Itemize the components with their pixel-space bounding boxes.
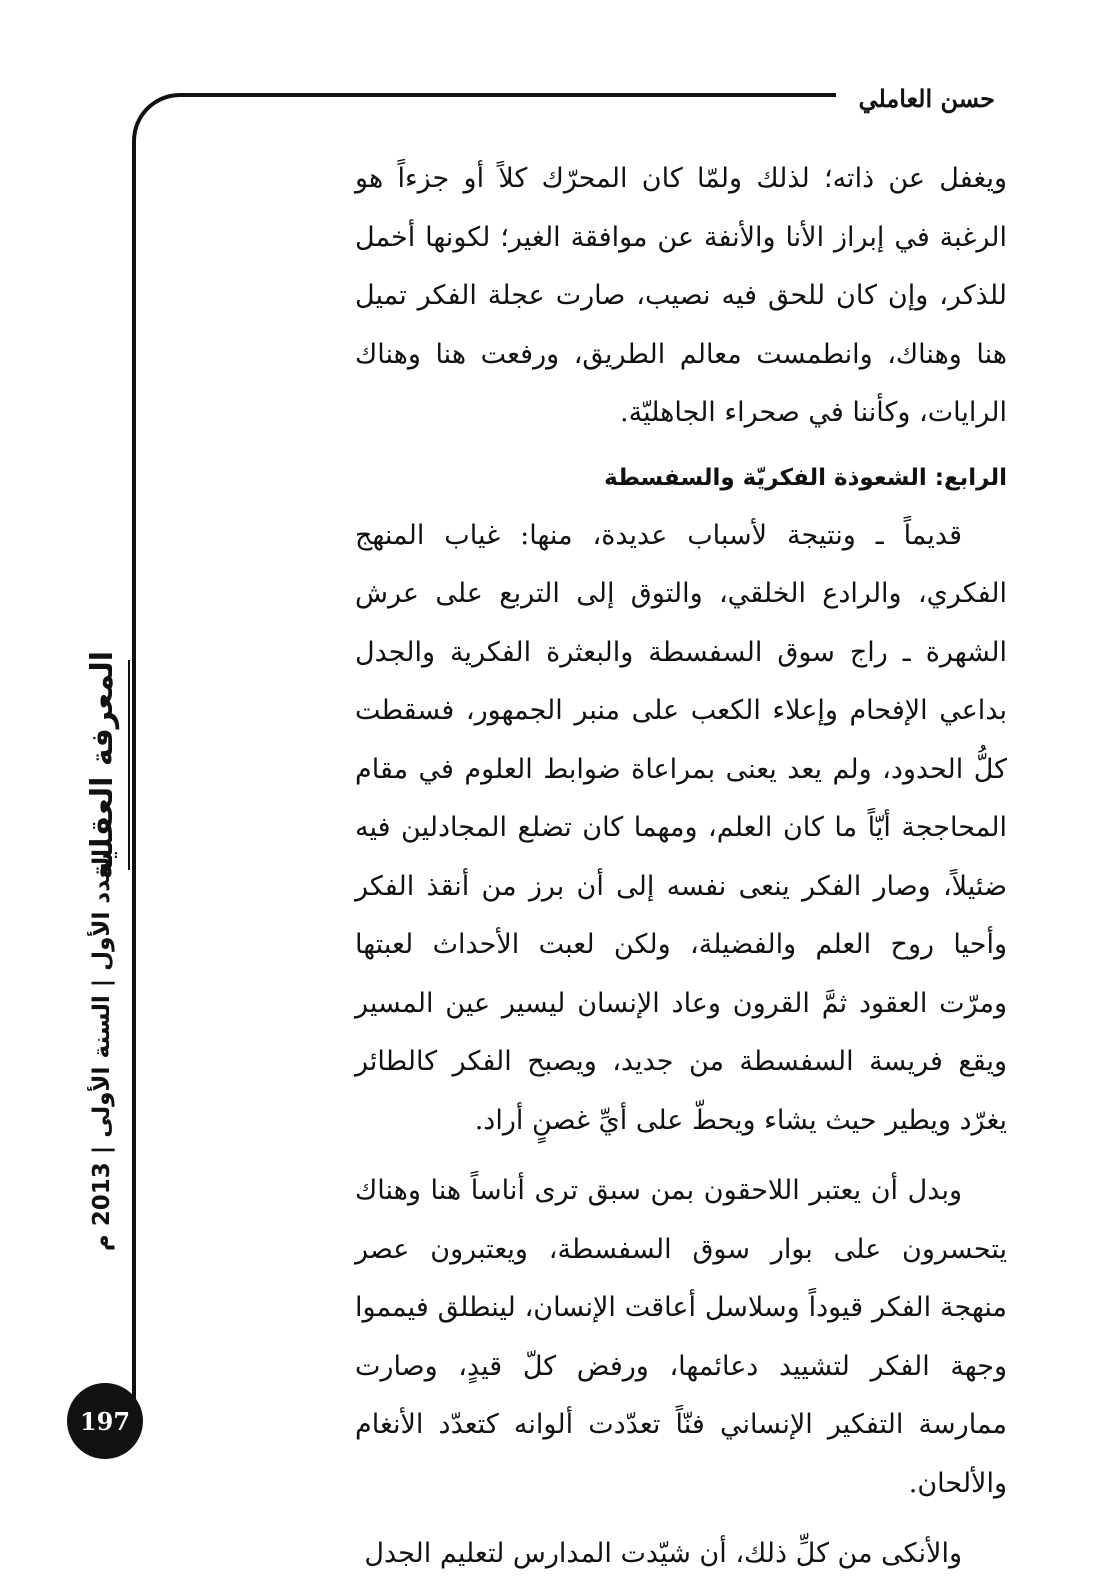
running-header-author: حسن العاملي [858, 84, 995, 113]
paragraph-intro: ويغفل عن ذاته؛ لذلك ولمّا كان المحرّك كلاً أو جزءاً هو الرغبة في إبراز الأنا والأنفة عن موافقة الغير؛ لكونها أخمل للذكر، وإن كان للحق فيه نصيب، صارت عجلة الفكر تميل هنا وهناك، وانطمست معالم الطريق، ورفعت هنا وهناك الرايات، وكأننا في صحراء الجاهليّة. [355, 163, 1007, 428]
journal-logo [62, 650, 142, 880]
page-frame-top [132, 93, 836, 157]
section-heading: الرابع: الشعوذة الفكريّة والسفسطة [604, 464, 1007, 491]
page-number-badge [67, 1383, 143, 1459]
issue-info-text: العدد الأول | السنة الأولى | 2013 م [89, 848, 115, 1252]
paragraph-3: والأنكى من كلِّ ذلك، أن شيّدت المدارس لتعليم الجدل [364, 1538, 962, 1569]
page-number: 197 [79, 1406, 131, 1436]
journal-logo-text: المعرفة العقلية [84, 650, 120, 880]
page-body [355, 150, 1007, 1569]
paragraph-1: قديماً ـ ونتيجة لأسباب عديدة، منها: غياب المنهج الفكري، والرادع الخلقي، والتوق إلى التربع على عرش الشهرة ـ راج سوق السفسطة والبعثرة الفكرية والجدل بداعي الإفحام وإعلاء الكعب على منبر الجمهور، فسقطت كلُّ الحدود، ولم يعد يعنى بمراعاة ضوابط العلوم في مقام المحاججة أيّاً ما كان العلم، ومهما كان تضلع المجادلين فيه ضئيلاً، وصار الفكر ينعى نفسه إلى أن برز من أنقذ الفكر وأحيا روح العلم والفضيلة، ولكن لعبت الأحداث لعبتها ومرّت العقود ثمَّ القرون وعاد الإنسان ليسير عين المسير ويقع فريسة السفسطة من جديد، ويصبح الفكر كالطائر يغرّد ويطير حيث يشاء ويحطّ على أيِّ غصنٍ أراد. [355, 519, 1007, 1136]
paragraph-2: وبدل أن يعتبر اللاحقون بمن سبق ترى أناساً هنا وهناك يتحسرون على بوار سوق السفسطة، ويعتبرون عصر منهجة الفكر قيوداً وسلاسل أعاقت الإنسان، لينطلق فيمموا وجهة الفكر لتشييد دعائمها، ورفض كلّ قيدٍ، وصارت ممارسة التفكير الإنساني فنّاً تعدّدت ألوانه كتعدّد الأنغام والألحان. [355, 1175, 1007, 1499]
issue-info [62, 848, 142, 1252]
logo-divider [128, 660, 130, 870]
